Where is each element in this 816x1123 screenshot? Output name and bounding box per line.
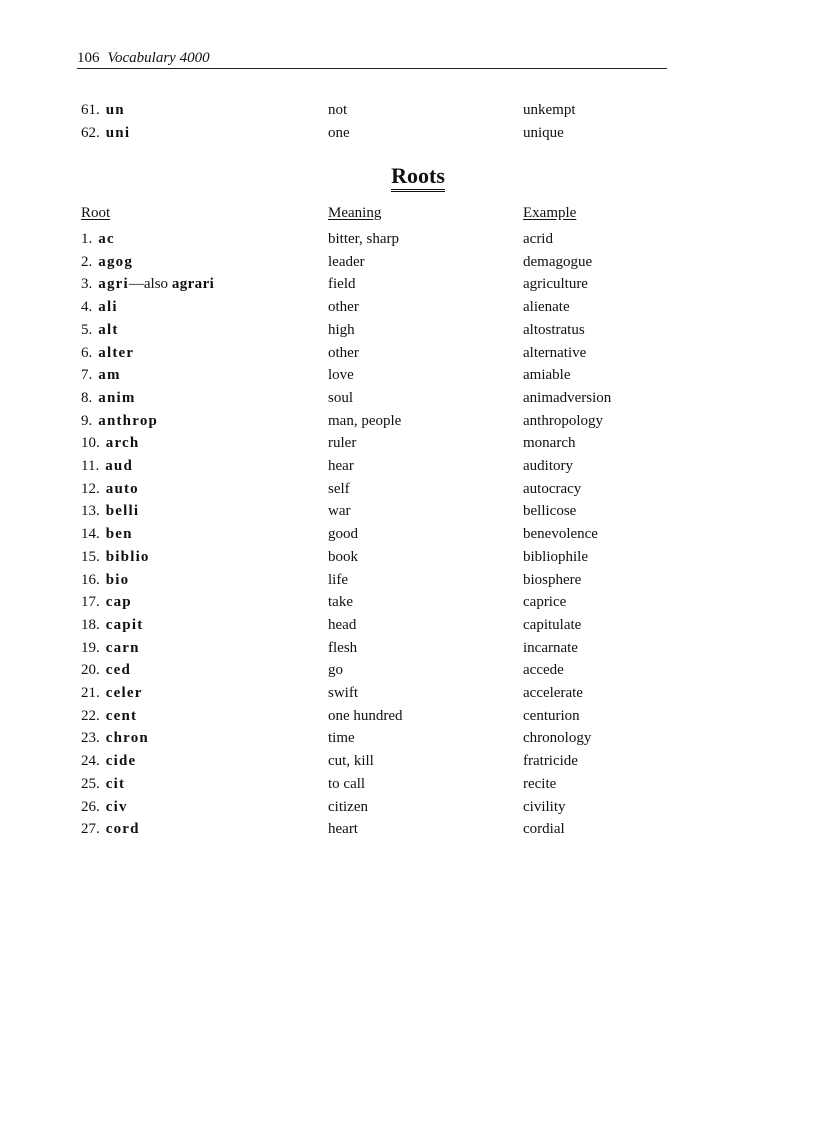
table-row	[0, 682, 816, 704]
table-row	[0, 500, 816, 522]
root-cell	[81, 705, 137, 727]
root-cell	[81, 727, 149, 749]
example-cell: auditory	[523, 458, 573, 474]
meaning-cell: swift	[328, 685, 358, 701]
row-number: 24.	[81, 753, 100, 769]
example-cell: capitulate	[523, 617, 582, 633]
meaning-cell: love	[328, 367, 354, 383]
meaning-cell: ruler	[328, 435, 357, 451]
table-row	[0, 569, 816, 591]
table-row	[0, 523, 816, 545]
row-number: 26.	[81, 799, 100, 815]
example-cell: alternative	[523, 345, 587, 361]
root-cell	[81, 637, 140, 659]
example-cell: monarch	[523, 435, 576, 451]
meaning-cell: time	[328, 730, 355, 746]
root-term: un	[105, 102, 125, 118]
meaning-cell: flesh	[328, 640, 358, 656]
root-cell	[81, 478, 139, 500]
example-cell: agriculture	[523, 276, 588, 292]
example-cell: cordial	[523, 821, 565, 837]
example-cell: unkempt	[523, 102, 576, 118]
root-term: ac	[98, 231, 115, 247]
root-cell	[81, 818, 140, 840]
root-cell	[81, 750, 136, 772]
section-title-text: Roots	[391, 164, 445, 192]
example-cell: biosphere	[523, 572, 582, 588]
root-cell	[81, 500, 139, 522]
example-cell: demagogue	[523, 254, 593, 270]
example-cell: bibliophile	[523, 549, 588, 565]
table-row	[0, 546, 816, 568]
root-cell	[81, 364, 121, 386]
row-number: 16.	[81, 572, 100, 588]
table-row	[0, 228, 816, 250]
root-term: cap	[105, 594, 132, 610]
meaning-cell: one hundred	[328, 708, 403, 724]
meaning-cell: field	[328, 276, 356, 292]
meaning-cell: life	[328, 572, 348, 588]
root-term: anim	[98, 390, 136, 406]
row-number: 6.	[81, 345, 93, 361]
root-cell	[81, 523, 133, 545]
example-cell: centurion	[523, 708, 580, 724]
table-row	[0, 296, 816, 318]
root-term: agog	[98, 254, 134, 270]
root-term: cit	[105, 776, 126, 792]
root-cell	[81, 659, 131, 681]
example-cell: autocracy	[523, 481, 582, 497]
row-number: 11.	[81, 458, 100, 474]
table-row	[0, 659, 816, 681]
row-number: 12.	[81, 481, 100, 497]
example-cell: recite	[523, 776, 557, 792]
book-title: Vocabulary 4000	[107, 50, 210, 66]
meaning-cell: cut, kill	[328, 753, 374, 769]
root-term: anthrop	[98, 413, 159, 429]
meaning-cell: self	[328, 481, 350, 497]
example-cell: accelerate	[523, 685, 583, 701]
meaning-cell: one	[328, 125, 350, 141]
table-row	[0, 99, 816, 121]
row-number: 27.	[81, 821, 100, 837]
table-row	[0, 410, 816, 432]
section-title	[0, 162, 816, 192]
row-number: 2.	[81, 254, 93, 270]
table-row	[0, 122, 816, 144]
meaning-cell: other	[328, 299, 359, 315]
root-term: biblio	[105, 549, 150, 565]
root-term: alter	[98, 345, 135, 361]
meaning-cell: head	[328, 617, 357, 633]
meaning-cell: not	[328, 102, 348, 118]
root-term: carn	[105, 640, 140, 656]
root-term: uni	[105, 125, 131, 141]
meaning-cell: man, people	[328, 413, 402, 429]
row-number: 8.	[81, 390, 93, 406]
table-row	[0, 273, 816, 295]
column-header-example: Example	[523, 205, 577, 221]
table-row	[0, 319, 816, 341]
row-number: 18.	[81, 617, 100, 633]
root-cell	[81, 591, 132, 613]
example-cell: caprice	[523, 594, 567, 610]
row-number: 19.	[81, 640, 100, 656]
root-term: aud	[105, 458, 133, 474]
root-term: arch	[105, 435, 140, 451]
row-number: 17.	[81, 594, 100, 610]
root-cell	[81, 251, 133, 273]
root-cell	[81, 546, 150, 568]
table-row	[0, 364, 816, 386]
meaning-cell: high	[328, 322, 355, 338]
root-cell	[81, 569, 129, 591]
table-row	[0, 818, 816, 840]
row-number: 3.	[81, 276, 93, 292]
root-term: am	[98, 367, 121, 383]
example-cell: acrid	[523, 231, 553, 247]
root-term: ced	[105, 662, 132, 678]
meaning-cell: heart	[328, 821, 358, 837]
column-header-meaning: Meaning	[328, 205, 382, 221]
root-term: cide	[105, 753, 137, 769]
row-number: 13.	[81, 503, 100, 519]
row-number: 5.	[81, 322, 93, 338]
table-row	[0, 637, 816, 659]
root-cell	[81, 410, 158, 432]
row-number: 25.	[81, 776, 100, 792]
root-cell	[81, 432, 139, 454]
root-variant-note: —also	[128, 276, 169, 292]
root-cell	[81, 614, 143, 636]
example-cell: chronology	[523, 730, 592, 746]
table-row	[0, 387, 816, 409]
table-row	[0, 478, 816, 500]
example-cell: unique	[523, 125, 564, 141]
meaning-cell: bitter, sharp	[328, 231, 400, 247]
root-cell	[81, 273, 214, 295]
row-number: 14.	[81, 526, 100, 542]
meaning-cell: to call	[328, 776, 366, 792]
root-term: ben	[105, 526, 133, 542]
root-cell	[81, 342, 134, 364]
example-cell: alienate	[523, 299, 570, 315]
row-number: 22.	[81, 708, 100, 724]
root-term: alt	[98, 322, 119, 338]
row-number: 9.	[81, 413, 93, 429]
row-number: 62.	[81, 125, 100, 141]
example-cell: amiable	[523, 367, 571, 383]
running-head	[77, 50, 667, 69]
example-cell: altostratus	[523, 322, 585, 338]
table-row	[0, 455, 816, 477]
column-header-root: Root	[81, 205, 111, 221]
example-cell: civility	[523, 799, 566, 815]
page-number: 106	[77, 50, 100, 66]
row-number: 23.	[81, 730, 100, 746]
root-cell	[81, 122, 130, 144]
table-row	[0, 432, 816, 454]
row-number: 4.	[81, 299, 93, 315]
meaning-cell: war	[328, 503, 351, 519]
example-cell: incarnate	[523, 640, 578, 656]
table-row	[0, 591, 816, 613]
row-number: 1.	[81, 231, 93, 247]
root-term: capit	[105, 617, 144, 633]
column-header-row	[0, 202, 816, 224]
table-row	[0, 796, 816, 818]
meaning-cell: citizen	[328, 799, 368, 815]
meaning-cell: soul	[328, 390, 354, 406]
table-row	[0, 342, 816, 364]
example-cell: benevolence	[523, 526, 598, 542]
root-term: bio	[105, 572, 130, 588]
row-number: 61.	[81, 102, 100, 118]
example-cell: fratricide	[523, 753, 578, 769]
root-term: civ	[105, 799, 128, 815]
root-term: auto	[105, 481, 139, 497]
root-cell	[81, 796, 128, 818]
meaning-cell: hear	[328, 458, 354, 474]
table-row	[0, 251, 816, 273]
root-cell	[81, 773, 125, 795]
row-number: 10.	[81, 435, 100, 451]
example-cell: bellicose	[523, 503, 577, 519]
root-term: belli	[105, 503, 140, 519]
meaning-cell: book	[328, 549, 358, 565]
root-term: cord	[105, 821, 140, 837]
table-row	[0, 705, 816, 727]
meaning-cell: other	[328, 345, 359, 361]
meaning-cell: take	[328, 594, 353, 610]
root-cell	[81, 228, 115, 250]
root-cell	[81, 387, 136, 409]
root-term: ali	[98, 299, 118, 315]
table-row	[0, 614, 816, 636]
meaning-cell: go	[328, 662, 343, 678]
root-cell	[81, 99, 125, 121]
root-term: cent	[105, 708, 138, 724]
root-term: chron	[105, 730, 149, 746]
meaning-cell: good	[328, 526, 358, 542]
example-cell: animadversion	[523, 390, 612, 406]
root-cell	[81, 682, 143, 704]
table-row	[0, 773, 816, 795]
example-cell: anthropology	[523, 413, 603, 429]
root-cell	[81, 455, 133, 477]
table-row	[0, 727, 816, 749]
row-number: 20.	[81, 662, 100, 678]
root-term: agri	[98, 276, 129, 292]
row-number: 15.	[81, 549, 100, 565]
root-cell	[81, 319, 119, 341]
root-cell	[81, 296, 118, 318]
meaning-cell: leader	[328, 254, 365, 270]
row-number: 21.	[81, 685, 100, 701]
root-term: celer	[105, 685, 143, 701]
example-cell: accede	[523, 662, 564, 678]
root-variant: agrari	[171, 276, 215, 292]
row-number: 7.	[81, 367, 93, 383]
table-row	[0, 750, 816, 772]
